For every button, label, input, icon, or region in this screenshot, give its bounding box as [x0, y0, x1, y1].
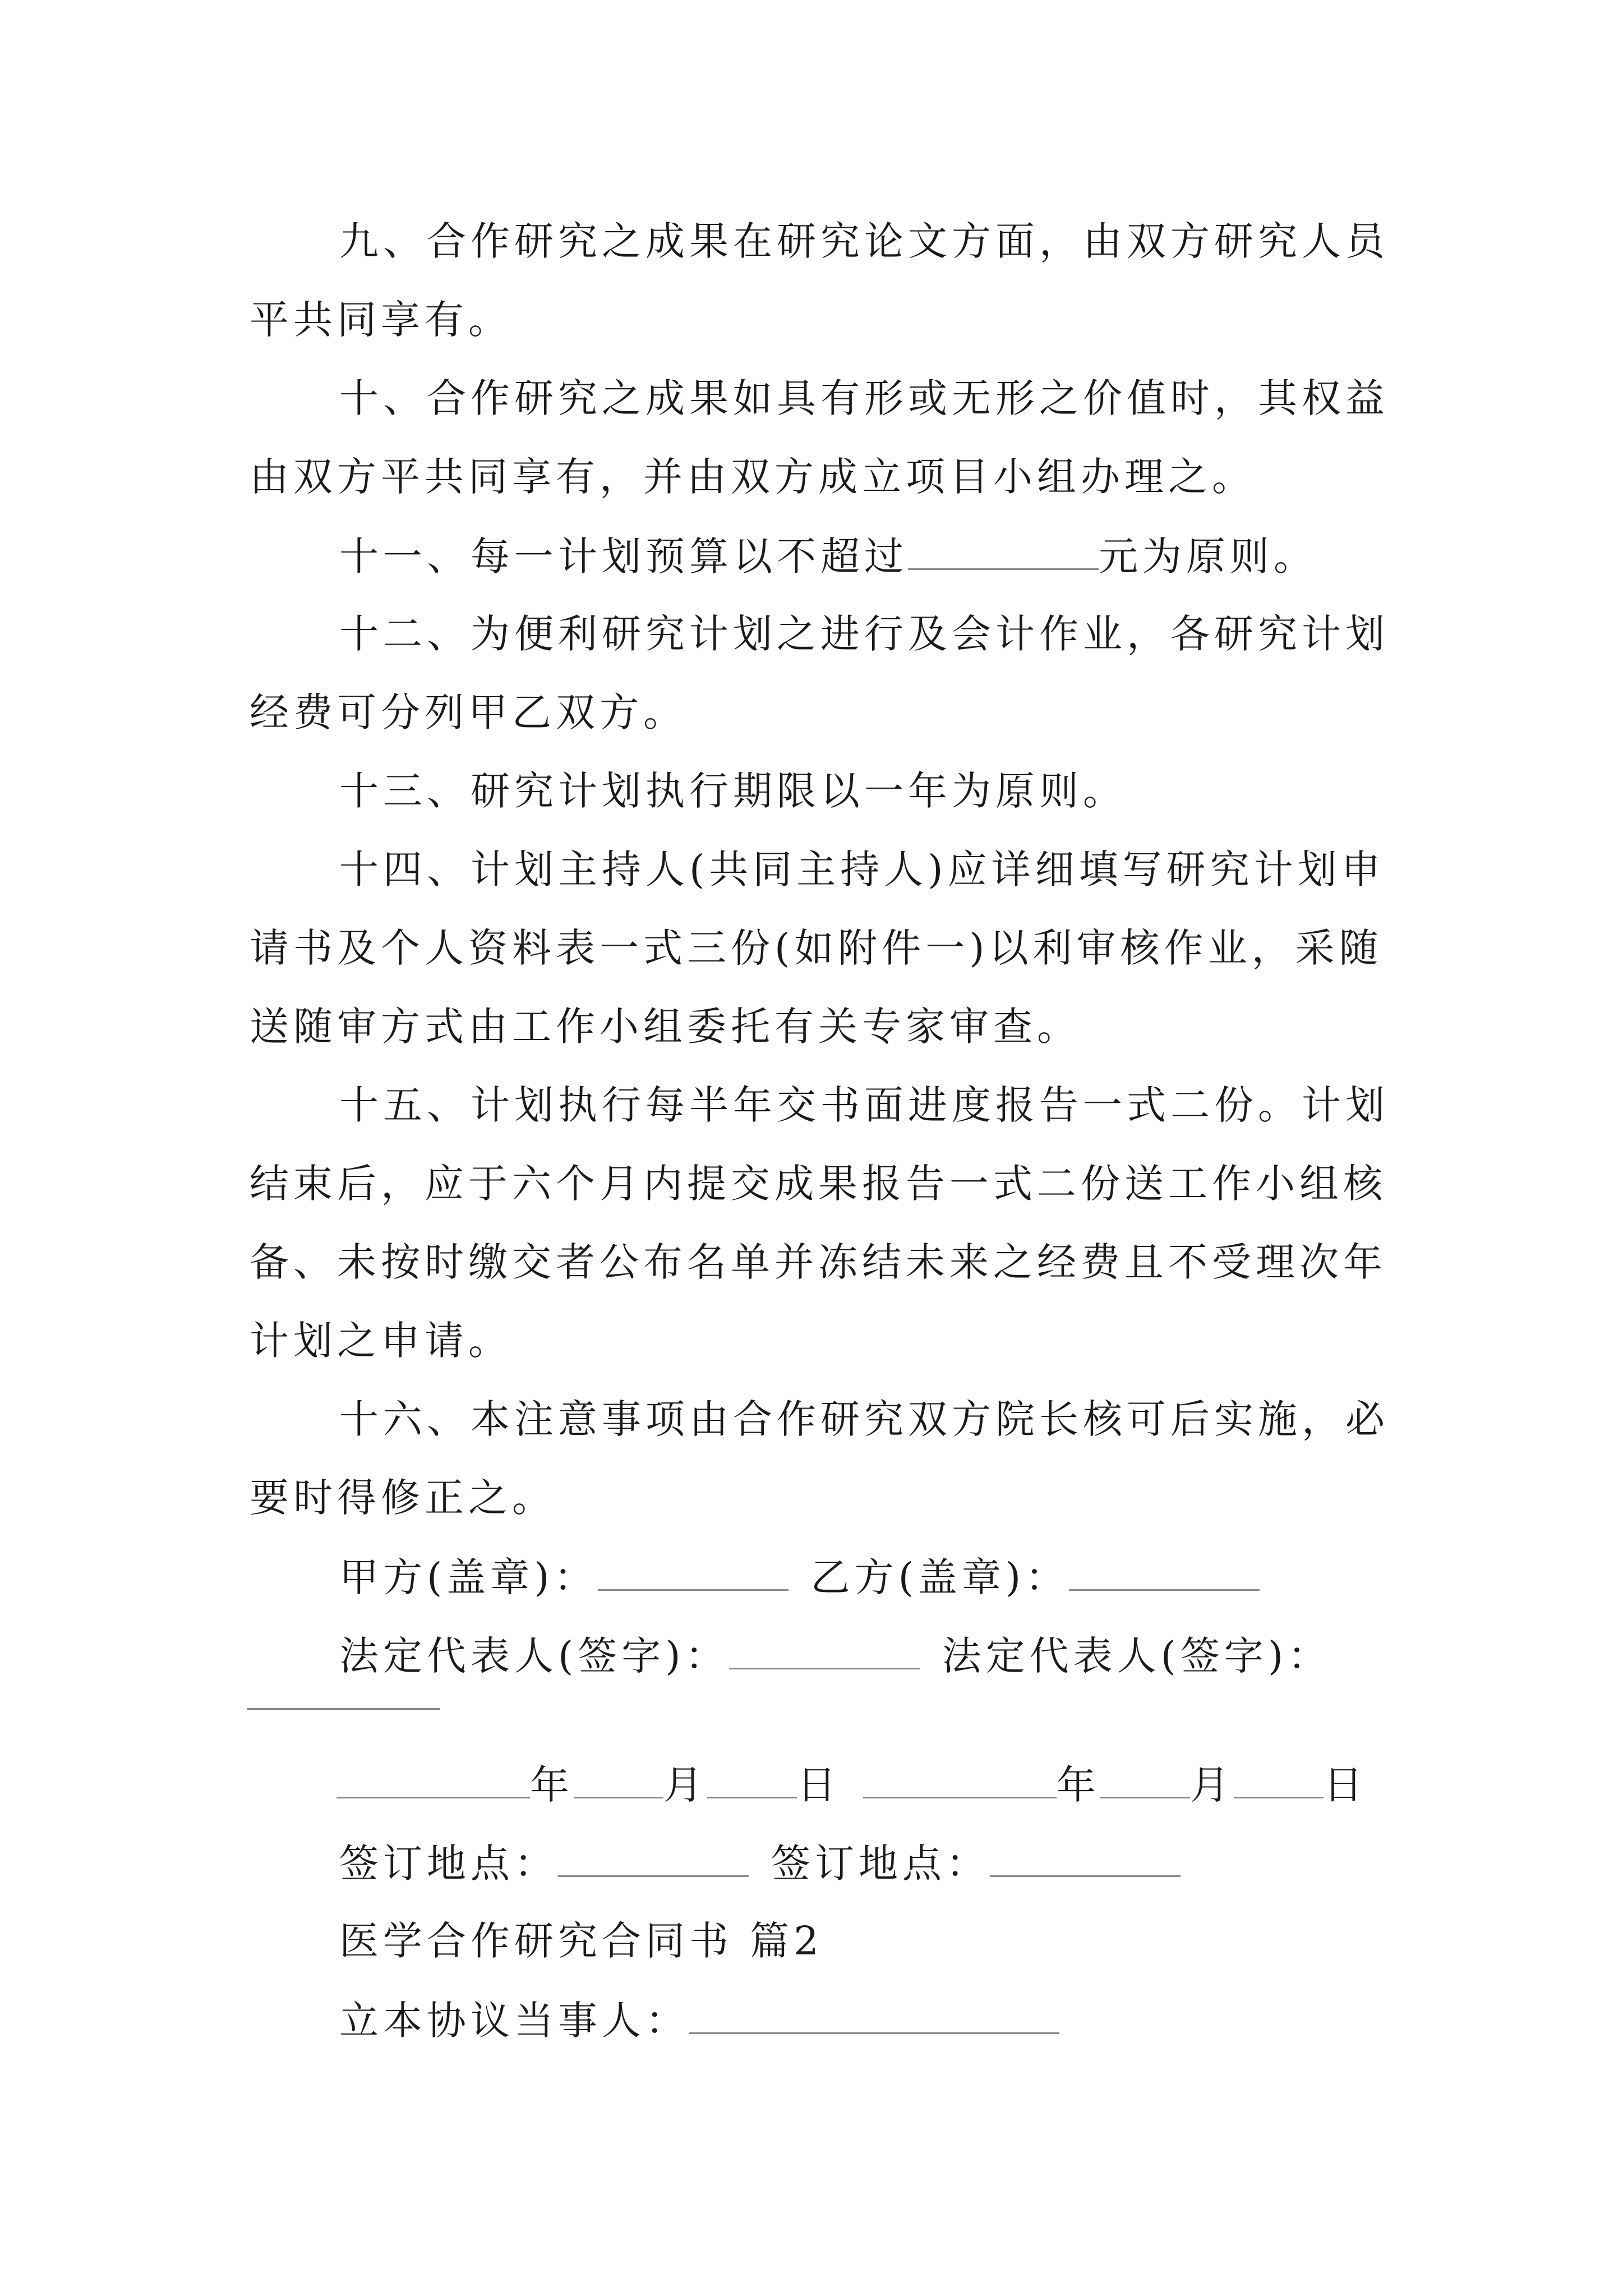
sign-place-line: [339, 1841, 1181, 1887]
clause-10-line-1: 十、合作研究之成果如具有形或无形之价值时，其权益: [339, 375, 1389, 421]
parties-blank[interactable]: [689, 2000, 1059, 2034]
clause-11-line: [339, 533, 1317, 579]
date-a-month-label: 月: [663, 1762, 707, 1808]
date-line: [336, 1762, 1367, 1808]
legal-rep-a-blank[interactable]: [729, 1635, 920, 1669]
sign-place-a-label: 签订地点：: [339, 1841, 558, 1887]
clause-12-line-1: 十二、为便利研究计划之进行及会计作业，各研究计划: [339, 611, 1389, 657]
clause-15-line-1: 十五、计划执行每半年交书面进度报告一式二份。计划: [339, 1082, 1389, 1128]
clause-15-line-2: 结束后，应于六个月内提交成果报告一式二份送工作小组核: [250, 1161, 1387, 1207]
party-a-seal-blank[interactable]: [598, 1557, 789, 1591]
clause-11-text-b: 元为原则。: [1099, 533, 1317, 579]
date-b-year-blank[interactable]: [863, 1764, 1057, 1798]
clause-9-line-1: 九、合作研究之成果在研究论文方面，由双方研究人员: [339, 218, 1389, 264]
date-a-year-blank[interactable]: [336, 1764, 530, 1798]
parties-line: [339, 1998, 1059, 2044]
date-a-year-label: 年: [530, 1762, 574, 1808]
clause-13-line-1: 十三、研究计划执行期限以一年为原则。: [339, 768, 1127, 814]
date-b-year-label: 年: [1057, 1762, 1100, 1808]
clause-12-line-2: 经费可分列甲乙双方。: [250, 689, 687, 735]
section-2-title: 医学合作研究合同书 篇2: [339, 1918, 823, 1964]
clause-14-line-3: 送随审方式由工作小组委托有关专家审查。: [250, 1004, 1081, 1050]
budget-amount-blank[interactable]: [908, 536, 1099, 570]
clause-16-line-2: 要时得修正之。: [250, 1475, 556, 1521]
party-b-seal-blank[interactable]: [1069, 1557, 1260, 1591]
legal-rep-a-label: 法定代表人(签字)：: [339, 1633, 729, 1679]
parties-label: 立本协议当事人：: [339, 1998, 689, 2044]
party-seal-line: [339, 1554, 1260, 1600]
date-b-day-label: 日: [1324, 1762, 1367, 1808]
clause-14-line-1: 十四、计划主持人(共同主持人)应详细填写研究计划申: [339, 846, 1385, 892]
clause-16-line-1: 十六、本注意事项由合作研究双方院长核可后实施，必: [339, 1396, 1389, 1442]
party-a-seal-label: 甲方(盖章)：: [339, 1554, 598, 1600]
clause-15-line-3: 备、未按时缴交者公布名单并冻结未来之经费且不受理次年: [250, 1239, 1387, 1285]
date-b-month-blank[interactable]: [1100, 1764, 1190, 1798]
legal-rep-b-blank[interactable]: [247, 1708, 440, 1710]
date-a-day-label: 日: [797, 1762, 841, 1808]
date-a-day-blank[interactable]: [707, 1764, 797, 1798]
clause-9-line-2: 平共同享有。: [250, 297, 512, 343]
legal-rep-b-label: 法定代表人(签字)：: [942, 1633, 1332, 1679]
clause-15-line-4: 计划之申请。: [250, 1318, 512, 1364]
sign-place-a-blank[interactable]: [558, 1843, 749, 1877]
date-a-month-blank[interactable]: [574, 1764, 663, 1798]
date-b-day-blank[interactable]: [1234, 1764, 1324, 1798]
date-b-month-label: 月: [1190, 1762, 1234, 1808]
sign-place-b-blank[interactable]: [990, 1843, 1181, 1877]
party-b-seal-label: 乙方(盖章)：: [810, 1554, 1069, 1600]
clause-10-line-2: 由双方平共同享有，并由双方成立项目小组办理之。: [250, 454, 1256, 500]
legal-rep-line: [339, 1633, 1332, 1679]
clause-14-line-2: 请书及个人资料表一式三份(如附件一)以利审核作业，采随: [250, 925, 1383, 971]
clause-11-text-a: 十一、每一计划预算以不超过: [339, 533, 908, 579]
sign-place-b-label: 签订地点：: [771, 1841, 990, 1887]
